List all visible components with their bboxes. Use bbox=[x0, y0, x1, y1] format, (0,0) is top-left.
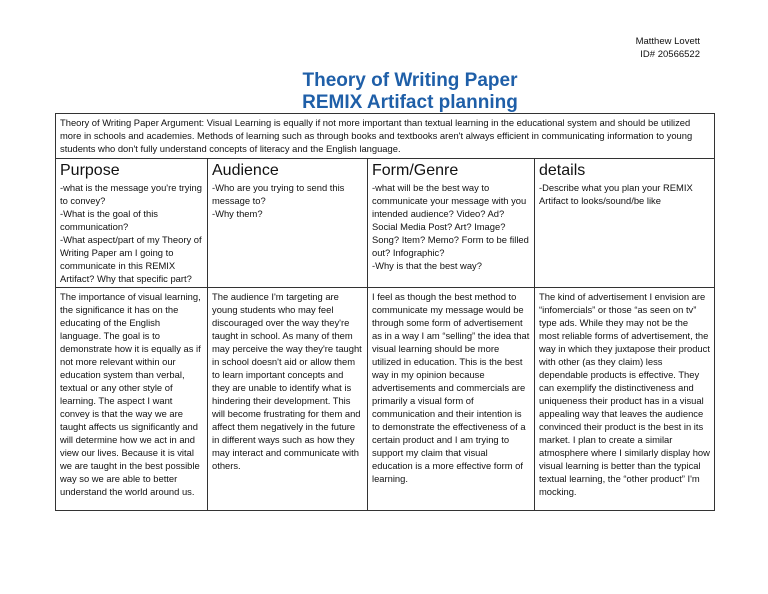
audience-heading: Audience bbox=[212, 162, 279, 179]
purpose-response: The importance of visual learning, the significance it has on the educating of the English language. The goal is to demonstrate how it is equally as if not more relevant within our education system than verbal, textual or any other style of learning. The aspect I want convey is that the way we are taught affects us significantly and will determine how we act in and view our lives. Because it is vital we are taught in the best possible way so we are able to better understand the world around us. bbox=[56, 288, 208, 511]
details-response: The kind of advertisement I envision are “infomercials” or those “as seen on tv” type ads. While they may not be the most reliable forms of advertisement, the way in which they juxtapose their product with other (as they claim) less dependable products is effective. They can exemplify the distinctiveness and uniqueness their product has in a visual appealing way that leaves the audience convinced their product is the best in its market. I plan to create a similar atmosphere where I similarly display how visual learning is better than the typical textual learning, the “other product” I'm mocking. bbox=[535, 288, 715, 511]
planning-table bbox=[55, 113, 715, 511]
argument-cell: Theory of Writing Paper Argument: Visual Learning is equally if not more important than textual learning in the educational system and should be utilized more in schools and academies. Methods of learning such as through books and textbooks aren't always efficient in communicating information to young students who don't fully understand concepts of literacy and the English language. bbox=[56, 114, 715, 159]
purpose-prompt: -what is the message you're trying to convey? -What is the goal of this communication? -What aspect/part of my Theory of Writing Paper am I going to communicate in this REMIX Artifact? Why that specific part? bbox=[60, 182, 202, 284]
author-name: Matthew Lovett bbox=[635, 36, 700, 47]
form-genre-heading: Form/Genre bbox=[372, 162, 459, 179]
page-title bbox=[0, 70, 768, 114]
title-line-2: REMIX Artifact planning bbox=[302, 92, 518, 113]
purpose-heading: Purpose bbox=[60, 162, 120, 179]
details-heading: details bbox=[539, 162, 586, 179]
title-line-1: Theory of Writing Paper bbox=[302, 70, 518, 91]
audience-prompt: -Who are you trying to send this message to? -Why them? bbox=[212, 182, 345, 219]
purpose-header-cell bbox=[56, 159, 208, 288]
response-row bbox=[56, 288, 715, 511]
form-genre-prompt: -what will be the best way to communicate your message with you intended audience? Video? Ad? Social Media Post? Art? Image? Song? Item? Memo? Form to be filled out? Infographic? -Why is that the best way? bbox=[372, 182, 529, 271]
author-id: ID# 20566522 bbox=[640, 49, 700, 60]
form-genre-header-cell bbox=[368, 159, 535, 288]
audience-response: The audience I'm targeting are young students who may feel discouraged over the way they're taught in school. As many of them may perceive the way they're taught in school doesn't aid or allow them to learn important concepts and they are unable to identify what is hindering their development. This will become frustrating for them and affect them negatively in the future in different ways such as how they may interact and communicate with others. bbox=[208, 288, 368, 511]
header-row bbox=[56, 159, 715, 288]
details-prompt: -Describe what you plan your REMIX Artifact to looks/sound/be like bbox=[539, 182, 693, 206]
audience-header-cell bbox=[208, 159, 368, 288]
form-genre-response: I feel as though the best method to communicate my message would be through some form of advertisement as in a way I am “selling” the idea that visual learning should be more utilized in education. This is the best way in my opinion because advertisements and commercials are primarily a visual form of communication and their intention is to demonstrate the effectiveness of a certain product and I am trying to support my claim that visual education is a more effective form of learning. bbox=[368, 288, 535, 511]
details-header-cell bbox=[535, 159, 715, 288]
argument-row bbox=[56, 114, 715, 159]
author-block bbox=[560, 35, 700, 61]
